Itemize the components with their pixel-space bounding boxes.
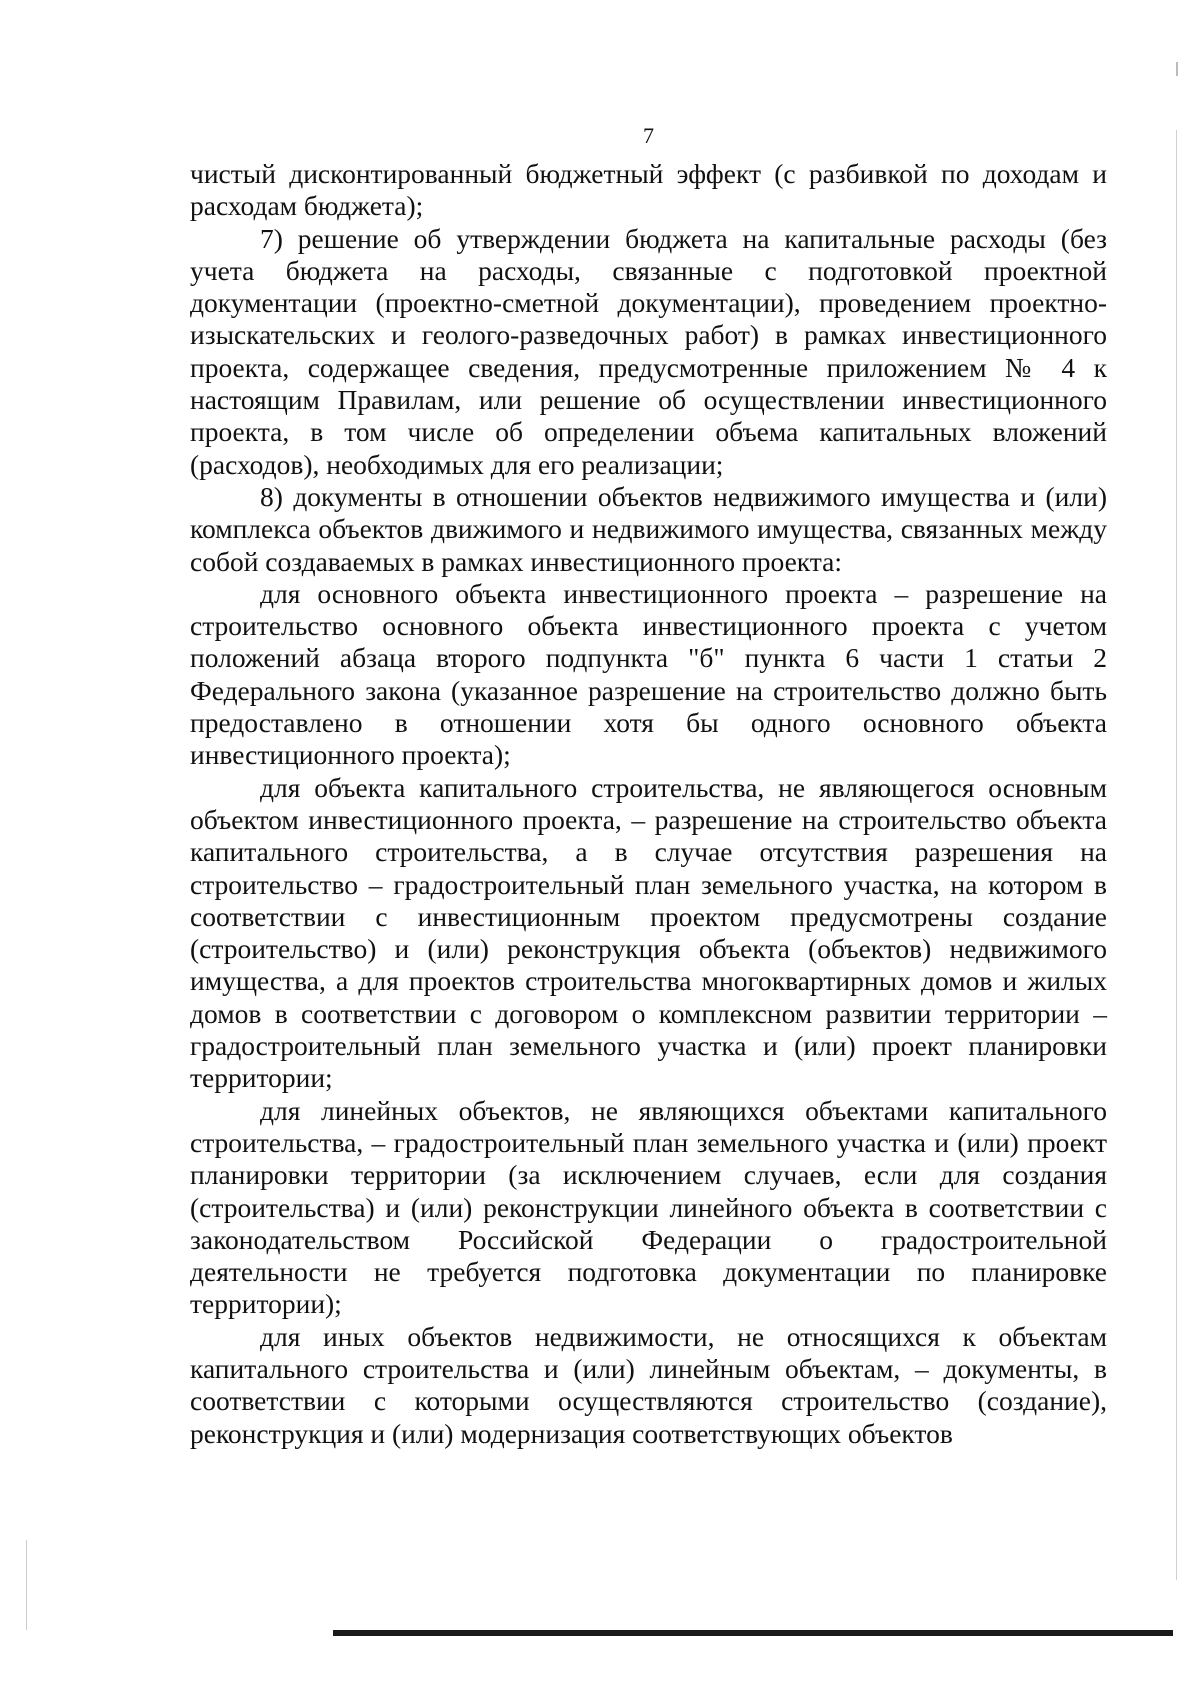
page-number: 7 <box>643 123 654 148</box>
paragraph-item-8: 8) документы в отношении объектов недвижимого имущества и (или) комплекса объектов движимого и недвижимого имущества, связанных между собой создаваемых в рамках инвестиционного проекта: <box>190 480 1107 577</box>
scan-tick <box>1176 62 1178 76</box>
document-body <box>190 158 1107 1450</box>
paragraph-continuation: чистый дисконтированный бюджетный эффект (с разбивкой по доходам и расходам бюджета); <box>190 158 1107 222</box>
paragraph-capital-construction: для объекта капитального строительства, не являющегося основным объектом инвестиционного проекта, – разрешение на строительство объекта капитального строительства, а в случае отсутствия разрешения на строительство – градостроительный план земельного участка, на котором в соответствии с инвестиционным проектом предусмотрены создание (строительство) и (или) реконструкция объекта (объектов) недвижимого имущества, а для проектов строительства многоквартирных домов и жилых домов в соответствии с договором о комплексном развитии территории – градостроительный план земельного участка и (или) проект планировки территории; <box>190 771 1107 1094</box>
paragraph-other-objects: для иных объектов недвижимости, не относящихся к объектам капитального строительства и (или) линейным объектам, – документы, в соответствии с которыми осуществляются строительство (создание), реконструкция и (или) модернизация соответствующих объектов <box>190 1320 1107 1449</box>
scan-edge-right <box>1176 130 1177 1580</box>
scan-edge-left <box>26 1540 27 1630</box>
paragraph-main-object: для основного объекта инвестиционного проекта – разрешение на строительство основного объекта инвестиционного проекта с учетом положений абзаца второго подпункта "б" пункта 6 части 1 статьи 2 Федерального закона (указанное разрешение на строительство должно быть предоставлено в отношении хотя бы одного основного объекта инвестиционного проекта); <box>190 577 1107 771</box>
bottom-rule <box>333 1630 1173 1636</box>
paragraph-linear-objects: для линейных объектов, не являющихся объектами капитального строительства, – градостроительный план земельного участка и (или) проект планировки территории (за исключением случаев, если для создания (строительства) и (или) реконструкции линейного объекта в соответствии с законодательством Российской Федерации о градостроительной деятельности не требуется подготовка документации по планировке территории); <box>190 1094 1107 1320</box>
paragraph-item-7: 7) решение об утверждении бюджета на капитальные расходы (без учета бюджета на расходы, связанные с подготовкой проектной документации (проектно-сметной документации), проведением проектно-изыскательских и геолого-разведочных работ) в рамках инвестиционного проекта, содержащее сведения, предусмотренные приложением № 4 к настоящим Правилам, или решение об осуществлении инвестиционного проекта, в том числе об определении объема капитальных вложений (расходов), необходимых для его реализации; <box>190 222 1107 480</box>
